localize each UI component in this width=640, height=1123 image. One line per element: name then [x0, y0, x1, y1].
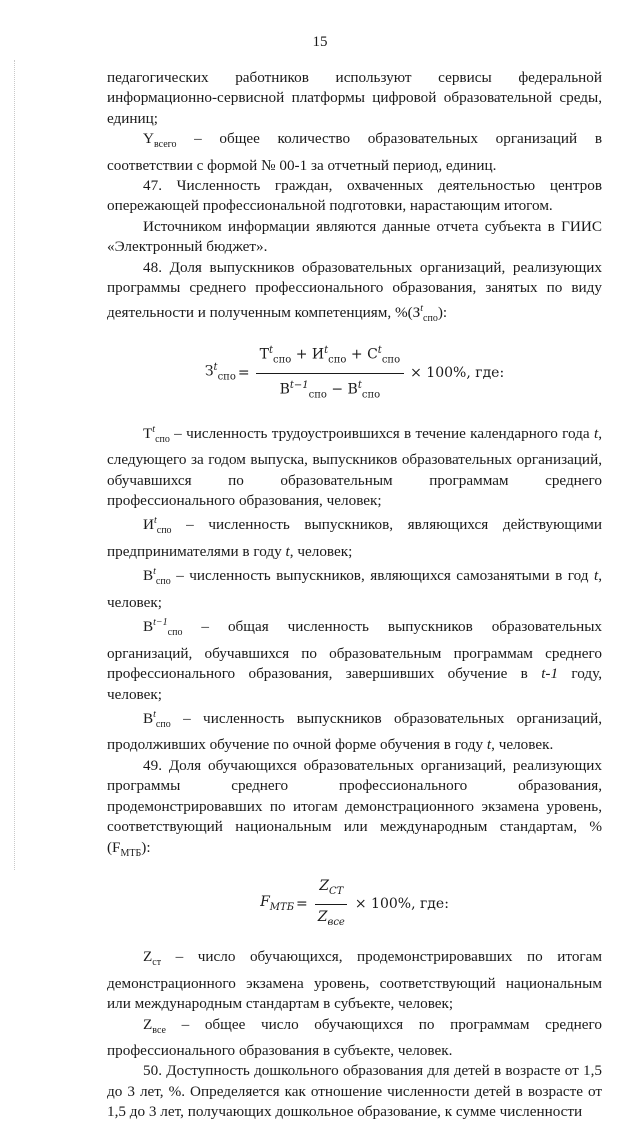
item-47-source: Источником информации являются данные отчета субъекта в ГИИС «Электронный бюджет». — [107, 217, 602, 256]
formula2-denominator: $Z_{все}$ — [317, 909, 345, 928]
binding-margin-marks — [14, 60, 19, 870]
document-body — [107, 68, 602, 1123]
item-49: 49. Доля обучающихся образовательных организаций, реализующих программы среднего профессионального образования, продемонстрировавших по итогам демонстрационного экзамена уровень, соответствующий национальным или международным стандартам, % $(F_{МТБ})$: — [107, 756, 602, 859]
formula-denominator: $В^{t-1}_{спо} - В^t_{спо}$ — [279, 379, 381, 401]
definition-z-all: $Z_{все}$ – общее число обучающихся по программам среднего профессионального образования в субъекте, человек. — [107, 1015, 602, 1060]
formula-exam-share: $F_{МТБ}$ = $\frac{Z_{СТ}}{Z_{все}}$ × 100%, где: — [107, 876, 602, 933]
definition-v-spo-continued: $В^t_{спо}$ – численность выпускников образовательных организаций, продолживших обучение по очной форме обучения в году t, человек. — [107, 708, 602, 754]
formula2-numerator: $Z_{СТ}$ — [315, 876, 347, 905]
page-number: 15 — [312, 34, 328, 50]
formula-employment-share: $З^t_{спо}$ = $\frac{Т^t_{спо} + И^t_{спо} + С^t_{спо}}{В^{t-1}_{спо} - В^t_{спо}}$ × 100%, где: — [107, 341, 602, 406]
item-48: 48. Доля выпускников образовательных организаций, реализующих программы среднего профессионального образования, занятых по виду деятельности и полученным компетенциям, $\%(З^t_{спо})$: — [107, 258, 602, 324]
definition-v-spo-prev: $В^{t-1}_{спо}$ – общая численность выпускников образовательных организаций, обучавшихся по образовательным программам среднего профессионального образования, завершивших обучение в t-1 году, человек; — [107, 617, 602, 703]
definition-t-spo: $Т^t_{спо}$ – численность трудоустроившихся в течение календарного года t, следующего за годом выпуска, выпускников образовательных организаций, обучавшихся по образовательным программам среднего профессионального образования, человек; — [107, 423, 602, 510]
formula-tail: × 100%, где: — [410, 365, 505, 382]
formula2-tail: × 100%, где: — [354, 896, 449, 913]
formula2-lhs: $F_{МТБ}$ — [260, 893, 295, 913]
formula-lhs: $З^t_{спо}$ — [204, 362, 236, 383]
definition-v-spo: $В^t_{спо}$ – численность выпускников, являющихся самозанятыми в год t, человек; — [107, 566, 602, 611]
definition-i-spo: $И^t_{спо}$ – численность выпускников, являющихся действующими предпринимателями в году t, человек; — [107, 515, 602, 560]
definition-y-total: $Y_{всего}$ – общее количество образовательных организаций в соответствии с формой № 00-1 за отчетный период, единиц. — [107, 130, 602, 174]
formula-numerator: $Т^t_{спо} + И^t_{спо} + С^t_{спо}$ — [256, 341, 405, 374]
paragraph-continuation: педагогических работников используют сервисы федеральной информационно-сервисной платформы цифровой образовательной среды, единиц; — [107, 69, 602, 127]
definition-z-st: $Z_{ст}$ – число обучающихся, продемонстрировавших по итогам демонстрационного экзамена уровень, соответствующий национальным или международным стандартам в субъекте, человек; — [107, 948, 602, 1013]
formula-fraction — [256, 341, 405, 406]
item-50: 50. Доступность дошкольного образования для детей в возрасте от 1,5 до 3 лет, %. Определяется как отношение численности детей в возрасте от 1,5 до 3 лет, получающих дошкольное образование, к сумме численности — [107, 1062, 602, 1121]
item-47: 47. Численность граждан, охваченных деятельностью центров опережающей профессиональной подготовки, нарастающим итогом. — [107, 177, 602, 215]
